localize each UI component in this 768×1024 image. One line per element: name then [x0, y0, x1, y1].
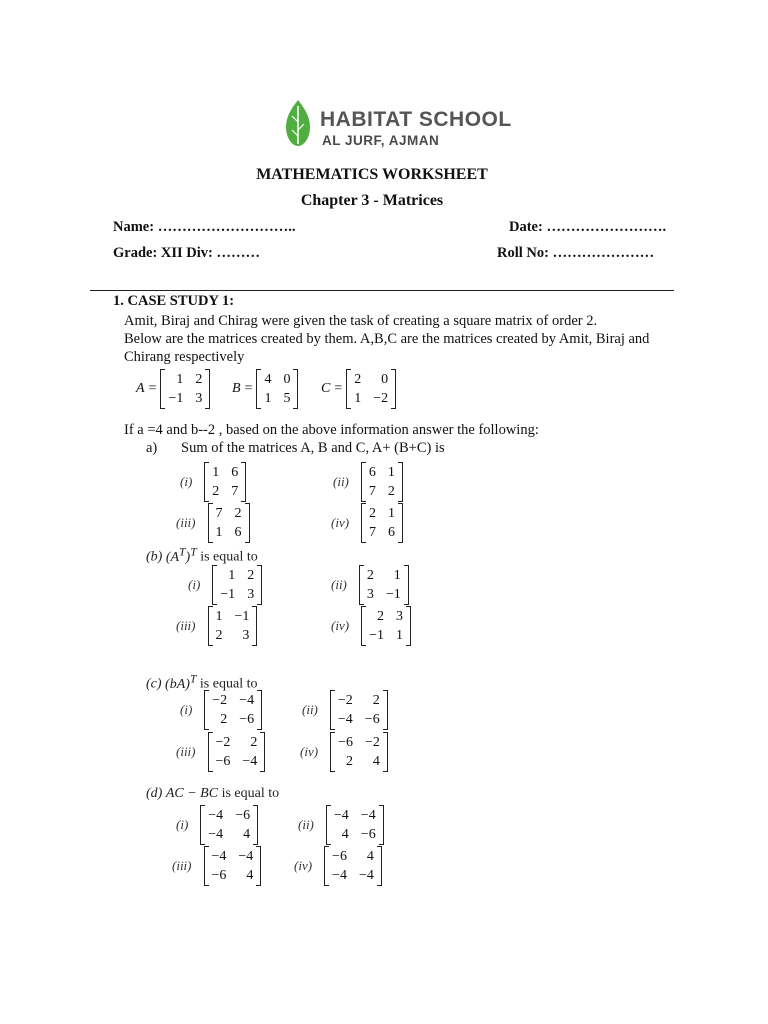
matrix-cell: −4	[333, 808, 349, 823]
matrix-cell: −1	[369, 628, 384, 643]
matrix-cell: −4	[238, 849, 254, 864]
matrix-b: B = 4 0 1 5	[232, 369, 298, 409]
matrix-cell: −6	[360, 827, 376, 842]
option-label: (i)	[188, 577, 201, 592]
option-matrix	[204, 690, 262, 730]
matrix-cell: 4	[246, 868, 254, 883]
option-2	[302, 690, 388, 730]
question-label: (b)	[146, 549, 163, 565]
matrix-cell: 1	[387, 465, 395, 480]
matrix-cell: 7	[215, 506, 223, 521]
question-label: a)	[146, 440, 158, 456]
matrix-cell: −2	[337, 693, 353, 708]
option-2	[333, 462, 403, 502]
school-name: HABITAT SCHOOL	[320, 108, 512, 131]
option-4	[294, 846, 382, 886]
option-label: (i)	[176, 817, 189, 832]
option-label: (iii)	[176, 515, 196, 530]
matrix-cell: 2	[372, 693, 380, 708]
option-3	[176, 503, 250, 543]
matrix-cell: 5	[283, 391, 291, 406]
matrix-cell: 3	[395, 609, 403, 624]
matrix-cell: −2	[215, 735, 231, 750]
chapter-title: Chapter 3 - Matrices	[300, 192, 444, 209]
matrix-cell: −1	[385, 587, 401, 602]
matrix-cell: 2	[220, 712, 228, 727]
matrix-cell: 1	[388, 506, 396, 521]
option-label: (iii)	[172, 858, 192, 873]
grade-field: Grade: XII Div: ………	[113, 245, 261, 261]
option-3	[172, 846, 261, 886]
matrix-cell: 0	[283, 372, 291, 387]
question-header: (c) (bA)$^T$ is equal to	[146, 672, 258, 692]
matrix-cell: 4	[341, 827, 349, 842]
matrix-cell: 7	[369, 525, 377, 540]
question-label: (c)	[146, 676, 162, 692]
case-study-line: Chirang respectively	[124, 349, 245, 365]
option-matrix	[208, 606, 258, 646]
matrix-cell: 0	[381, 372, 389, 387]
option-matrix	[212, 565, 262, 605]
matrix-cell: 1	[215, 525, 223, 540]
question-label: (d)	[146, 786, 163, 801]
matrix-cell: −4	[208, 808, 224, 823]
matrix-cell: 1	[354, 391, 362, 406]
matrix-cell: −2	[364, 735, 380, 750]
matrix-label: A	[136, 381, 145, 396]
matrix-cell: 1	[215, 609, 223, 624]
option-label: (iv)	[331, 618, 350, 633]
leaf-icon	[286, 100, 310, 146]
option-label: (i)	[180, 474, 193, 489]
matrix-cell: 2	[366, 568, 374, 583]
option-3	[176, 606, 257, 646]
date-field: Date: …………………….	[509, 219, 667, 235]
option-2	[331, 565, 409, 605]
matrix-label: B	[232, 381, 241, 396]
matrix-cell: 3	[242, 628, 250, 643]
option-matrix	[204, 462, 246, 502]
matrix-cell: −4	[242, 754, 258, 769]
matrix-cell: 3	[247, 587, 255, 602]
school-location: AL JURF, AJMAN	[322, 133, 440, 148]
matrix-cell: 4	[372, 754, 380, 769]
matrix-cell: −6	[332, 849, 347, 864]
option-matrix	[330, 690, 388, 730]
option-label: (iv)	[300, 744, 319, 759]
option-1	[180, 462, 246, 502]
matrix-cell: 4	[264, 372, 272, 387]
matrix-cell: −6	[235, 808, 251, 823]
matrix-cell: 2	[354, 372, 362, 387]
matrix-c: C = 2 0 1 −2	[321, 369, 396, 409]
option-label: (iv)	[331, 515, 350, 530]
option-matrix	[324, 846, 382, 886]
matrix-cell: 2	[376, 609, 384, 624]
matrix-cell: −6	[364, 712, 380, 727]
matrix-cell: −4	[358, 868, 374, 883]
option-label: (iv)	[294, 858, 313, 873]
divider	[90, 290, 674, 291]
option-label: (ii)	[298, 817, 314, 832]
matrix-cell: 1	[212, 465, 220, 480]
option-matrix	[361, 462, 403, 502]
option-matrix	[208, 503, 250, 543]
question-text: Sum of the matrices A, B and C, A+ (B+C) is	[181, 440, 445, 456]
option-3	[176, 732, 265, 772]
matrix-cell: 2	[212, 484, 220, 499]
option-matrix	[361, 503, 403, 543]
matrix-cell: −6	[338, 735, 353, 750]
case-study-line: Amit, Biraj and Chirag were given the task of creating a square matrix of order 2.	[124, 313, 598, 329]
option-1	[188, 565, 262, 605]
matrix-cell: −1	[220, 587, 236, 602]
option-label: (iii)	[176, 744, 196, 759]
matrix-cell: 1	[176, 372, 184, 387]
matrix-cell: −1	[234, 609, 250, 624]
option-label: (iii)	[176, 618, 196, 633]
matrix-cell: 2	[345, 754, 353, 769]
worksheet-title: MATHEMATICS WORKSHEET	[256, 166, 488, 183]
case-study-heading: 1. CASE STUDY 1:	[113, 293, 235, 309]
option-1	[176, 805, 258, 845]
matrix-cell: −4	[211, 849, 227, 864]
matrix-cell: 1	[395, 628, 403, 643]
matrix-cell: −6	[239, 712, 255, 727]
matrix-cell: 2	[250, 735, 258, 750]
matrix-cell: −2	[212, 693, 228, 708]
matrix-cell: 7	[231, 484, 239, 499]
option-2	[298, 805, 384, 845]
given-values: If a =4 and b--2 , based on the above information answer the following:	[124, 422, 539, 438]
matrix-cell: 2	[247, 568, 255, 583]
matrix-cell: 1	[393, 568, 401, 583]
option-matrix	[361, 606, 411, 646]
matrix-cell: 1	[228, 568, 236, 583]
option-4	[331, 606, 411, 646]
matrix-cell: 4	[243, 827, 251, 842]
option-1	[180, 690, 262, 730]
question-header: (b) $(A^T)^T$ is equal to	[146, 545, 258, 565]
matrix-cell: −4	[332, 868, 347, 883]
matrix-cell: −4	[360, 808, 376, 823]
matrix-cell: 6	[368, 465, 376, 480]
option-matrix	[204, 846, 262, 886]
option-matrix	[326, 805, 384, 845]
matrix-cell: 7	[368, 484, 376, 499]
option-label: (ii)	[333, 474, 349, 489]
matrix-cell: −4	[337, 712, 353, 727]
matrix-cell: −6	[211, 868, 227, 883]
matrix-a: A = 1 2 −1 3	[136, 369, 210, 409]
matrix-cell: 3	[195, 391, 203, 406]
option-matrix	[330, 732, 388, 772]
option-label: (ii)	[302, 702, 318, 717]
matrix-cell: −2	[373, 391, 389, 406]
question-text: is equal to	[199, 676, 258, 692]
matrix-cell: −4	[208, 827, 224, 842]
case-study-line: Below are the matrices created by them. A,B,C are the matrices created by Amit, Biraj and	[124, 331, 650, 347]
matrix-cell: −6	[215, 754, 231, 769]
question-text: is equal to	[200, 549, 258, 565]
question-text: is equal to	[221, 786, 280, 801]
option-label: (ii)	[331, 577, 347, 592]
matrix-cell: 2	[234, 506, 242, 521]
matrix-cell: 6	[234, 525, 242, 540]
matrix-cell: 2	[215, 628, 223, 643]
matrix-cell: 2	[195, 372, 203, 387]
option-4	[331, 503, 403, 543]
matrix-cell: 1	[264, 391, 272, 406]
name-field: Name: ………………………..	[113, 219, 296, 235]
matrix-cell: 2	[369, 506, 377, 521]
option-4	[300, 732, 388, 772]
matrix-cell: 6	[388, 525, 396, 540]
option-matrix	[200, 805, 258, 845]
option-label: (i)	[180, 702, 193, 717]
matrix-cell: 3	[366, 587, 374, 602]
matrix-cell: −4	[239, 693, 255, 708]
matrix-label: C	[321, 381, 331, 396]
matrix-cell: −1	[168, 391, 184, 406]
matrix-cell: 4	[366, 849, 374, 864]
option-matrix	[359, 565, 409, 605]
matrix-cell: 6	[231, 465, 239, 480]
option-matrix	[208, 732, 266, 772]
roll-field: Roll No: …………………	[497, 245, 655, 261]
question-header: (d) AC − BC is equal to	[146, 786, 280, 801]
matrix-cell: 2	[387, 484, 395, 499]
